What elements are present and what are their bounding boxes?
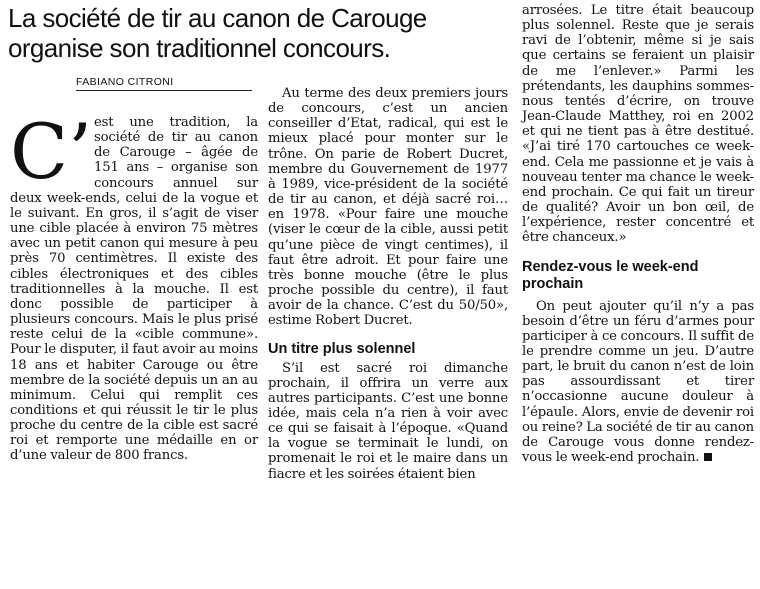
column-3 — [522, 3, 754, 465]
subheading-titre-solennel: Un titre plus solennel — [268, 340, 416, 357]
paragraph-final-text: On peut ajouter qu’il n’y a pas besoin d’être un féru d’armes pour participer à ce concours. Il suffit de le prendre comme un jeu. D’autre part, le bruit du canon n’est de loin pas assourdissant et tirer n’occasionne aucune douleur à l’épaule. Alors, envie de devenir roi ou reine? La société de tir au canon de Carouge vous donne rendez-vous le week-end prochain. — [522, 298, 754, 466]
end-mark-icon — [704, 453, 712, 461]
paragraph-intro-text: est une tradition, la société de tir au canon de Carouge – âgée de 151 ans – organise son concours annuel sur deux week-ends, celui de la vogue et le suivant. En gros, il s’agit de viser une cible placée à environ 75 mètres avec un petit canon qui mesure à peu près 70 centimètres. Il existe des cibles électroniques et des cibles traditionnelles à la mouche. Il est donc possible de participer à plusieurs concours. Mais le plus prisé reste celui de la «cible commune». Pour le disputer, il faut avoir au moins 18 ans et habiter Carouge ou être membre de la société depuis un an au minimum. Celui qui remplit ces conditions et qui réussit le tir le plus proche du centre de la cible est sacré roi et remporte une médaille en or d’une valeur de 800 francs. — [10, 115, 258, 464]
column-1 — [10, 107, 258, 464]
column-2 — [268, 86, 508, 482]
paragraph-final — [522, 299, 754, 466]
subheading-rendez-vous: Rendez-vous le week-end prochain — [522, 258, 699, 292]
paragraph-intro — [10, 107, 258, 464]
paragraph-second: Au terme des deux premiers jours de concours, c’est un ancien conseiller d’Etat, radical, qui est le mieux placé pour monter sur le trône. On parie de Robert Ducret, membre du Gouvernement de 1977 à 1989, vice-président de la société de tir au canon, et déjà sacré roi… en 1978. «Pour faire une mouche (viser le cœur de la cible, aussi petit qu’une pièce de vingt centimes), il faut être adroit. Et pour faire une très bonne mouche (être le plus proche possible du centre), il faut avoir de la chance. C’est du 50/50», estime Robert Ducret. — [268, 86, 508, 329]
paragraph-third-continued: arrosées. Le titre était beaucoup plus solennel. Reste que je serais ravi de l’obtenir, même si je sais que certains se feraient un plaisir de me l’enlever.» Parmi les prétendants, les dauphins sommes-nous tentés d’écrire, on trouve Jean-Claude Matthey, roi en 2002 et qui ne tient pas à être destitué. «J’ai tiré 170 cartouches ce week-end. Cela me passionne et je vais à nouveau tenter ma chance le week-end prochain. Ce qui fait un tireur de qualité? Avoir un bon œil, de l’expérience, rester concentré et être chanceux.» — [522, 3, 754, 246]
byline: FABIANO CITRONI — [76, 76, 252, 91]
headline: La société de tir au canon de Carouge organise son traditionnel concours. — [8, 3, 427, 63]
paragraph-third-start: S’il est sacré roi dimanche prochain, il offrira un verre aux autres participants. C’est une bonne idée, mais cela n’a rien à voir avec ce qui se faisait à l’époque. «Quand la vogue se terminait le lundi, on promenait le roi et le maire dans un fiacre et les soirées étaient bien — [268, 360, 508, 482]
drop-cap: C’ — [10, 107, 93, 196]
